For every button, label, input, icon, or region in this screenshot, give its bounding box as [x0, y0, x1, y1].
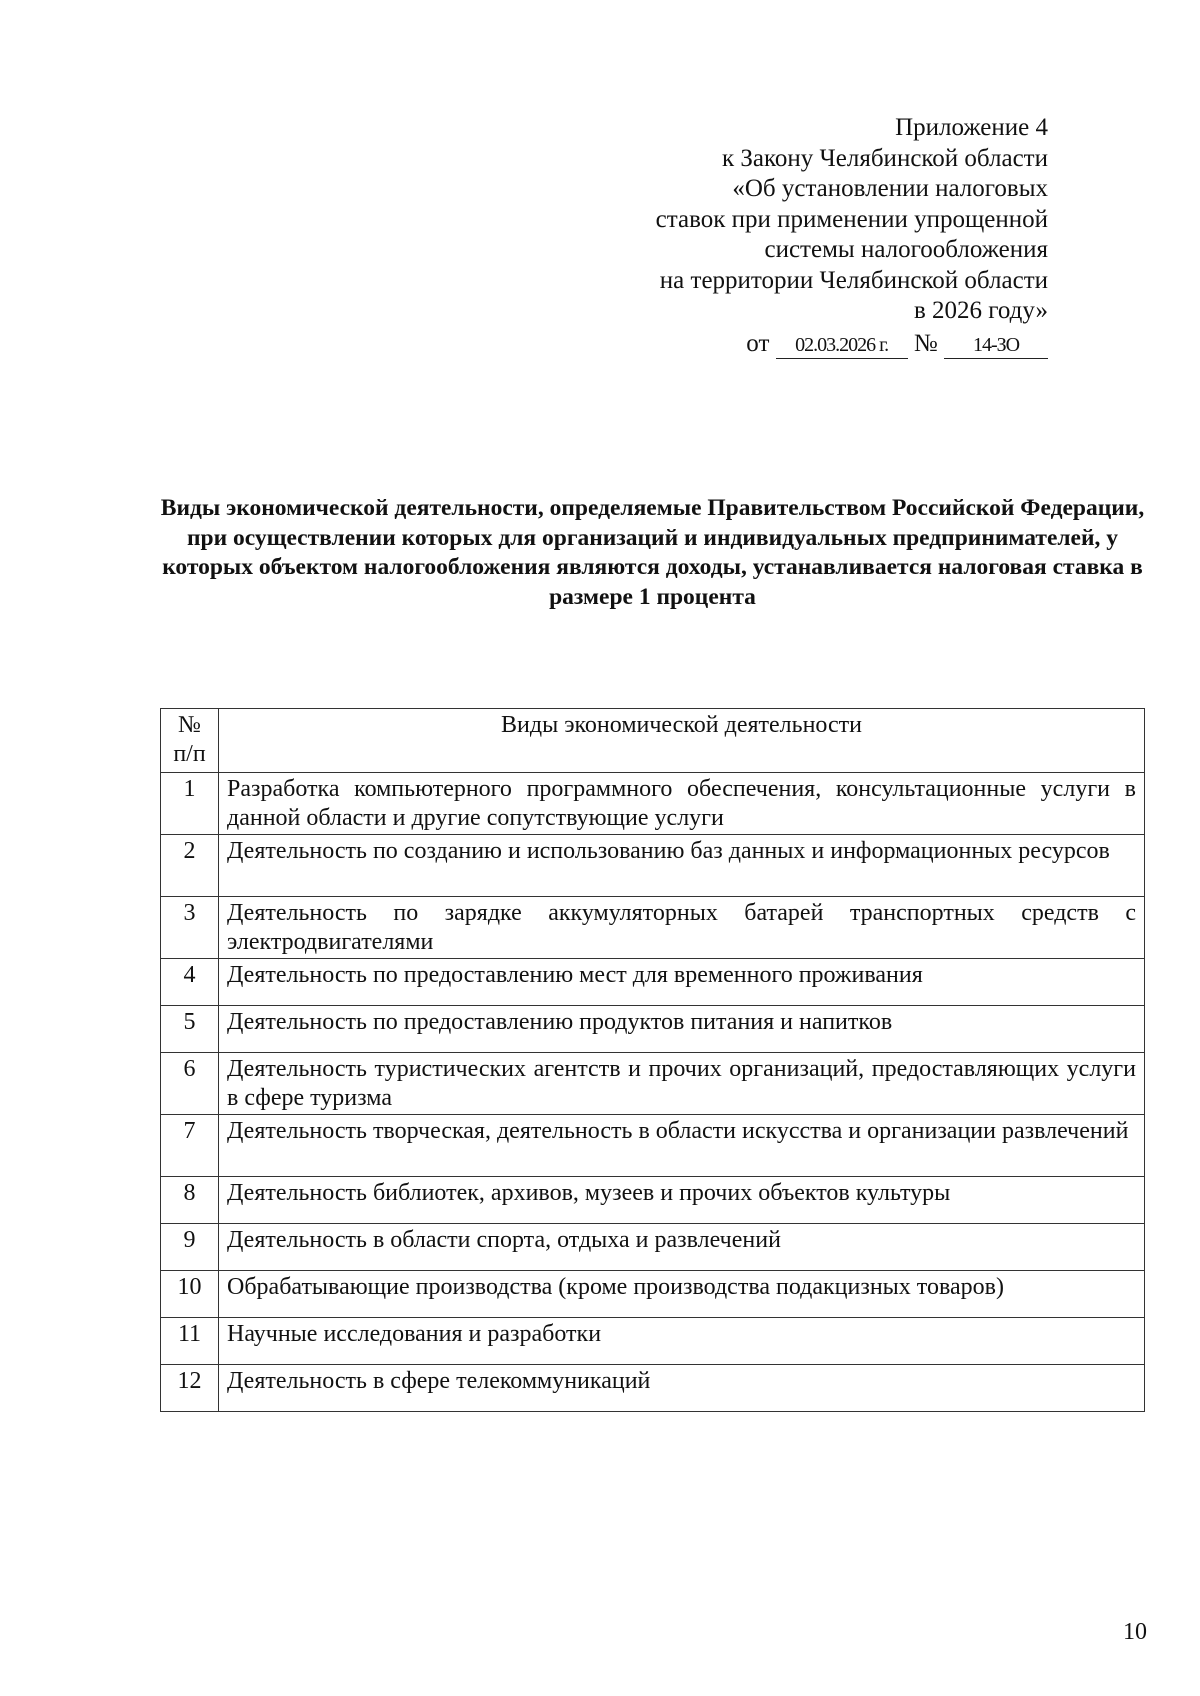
activity-description: Научные исследования и разработки — [219, 1318, 1145, 1365]
table-row — [161, 1318, 1145, 1365]
activity-description: Деятельность по зарядке аккумуляторных батарей транспортных средств с электродвигателями — [219, 897, 1145, 959]
table-row — [161, 835, 1145, 897]
activity-description: Разработка компьютерного программного обеспечения, консультационные услуги в данной области и другие сопутствующие услуги — [219, 773, 1145, 835]
table-row — [161, 1115, 1145, 1177]
row-number: 11 — [161, 1318, 219, 1365]
activity-description: Деятельность по предоставлению мест для временного проживания — [219, 959, 1145, 1006]
table-row — [161, 897, 1145, 959]
header-line: системы налогообложения — [764, 236, 1048, 263]
row-number: 7 — [161, 1115, 219, 1177]
table-row — [161, 773, 1145, 835]
table-row — [161, 1053, 1145, 1115]
row-number: 2 — [161, 835, 219, 897]
row-number: 4 — [161, 959, 219, 1006]
header-line: ставок при применении упрощенной — [655, 205, 1048, 233]
table-row — [161, 1006, 1145, 1053]
activity-description: Деятельность библиотек, архивов, музеев и прочих объектов культуры — [219, 1177, 1145, 1224]
activity-description: Обрабатывающие производства (кроме производства подакцизных товаров) — [219, 1271, 1145, 1318]
activity-description: Деятельность в сфере телекоммуникаций — [219, 1365, 1145, 1412]
activity-description: Деятельность по созданию и использованию баз данных и информационных ресурсов — [219, 835, 1145, 897]
header-line: «Об установлении налоговых — [732, 175, 1048, 202]
activity-description: Деятельность туристических агентств и прочих организаций, предоставляющих услуги в сфере туризма — [219, 1053, 1145, 1115]
activity-description: Деятельность в области спорта, отдыха и развлечений — [219, 1224, 1145, 1271]
document-title: Виды экономической деятельности, определяемые Правительством Российской Федерации, при осуществлении которых для организаций и индивидуальных предпринимателей, у которых объектом налогообложения являются доходы, устанавливается налоговая ставка в размере 1 процента — [160, 495, 1145, 610]
row-number: 8 — [161, 1177, 219, 1224]
activity-description: Деятельность творческая, деятельность в области искусства и организации развлечений — [219, 1115, 1145, 1177]
row-number: 6 — [161, 1053, 219, 1115]
law-number: 14-ЗО — [944, 332, 1048, 359]
activities-table — [160, 708, 1145, 1412]
table-row — [161, 1177, 1145, 1224]
date-prefix: от — [746, 329, 770, 357]
page-number: 10 — [1123, 1619, 1147, 1645]
row-number: 3 — [161, 897, 219, 959]
law-date-number — [656, 329, 1048, 360]
header-line: Приложение 4 — [895, 114, 1048, 141]
column-header-number: № п/п — [161, 709, 219, 773]
table-row — [161, 1365, 1145, 1412]
table-header-row — [161, 709, 1145, 773]
appendix-header — [656, 113, 1048, 359]
activity-description: Деятельность по предоставлению продуктов питания и напитков — [219, 1006, 1145, 1053]
table-row — [161, 1224, 1145, 1271]
number-prefix: № — [913, 329, 938, 357]
header-line: к Закону Челябинской области — [722, 144, 1048, 172]
table-row — [161, 959, 1145, 1006]
header-line: в 2026 году» — [913, 297, 1048, 324]
law-date: 02.03.2026 г. — [776, 332, 908, 359]
column-header-activity: Виды экономической деятельности — [219, 709, 1145, 773]
table-row — [161, 1271, 1145, 1318]
row-number: 5 — [161, 1006, 219, 1053]
header-line: на территории Челябинской области — [659, 266, 1048, 294]
row-number: 10 — [161, 1271, 219, 1318]
row-number: 9 — [161, 1224, 219, 1271]
row-number: 12 — [161, 1365, 219, 1412]
row-number: 1 — [161, 773, 219, 835]
